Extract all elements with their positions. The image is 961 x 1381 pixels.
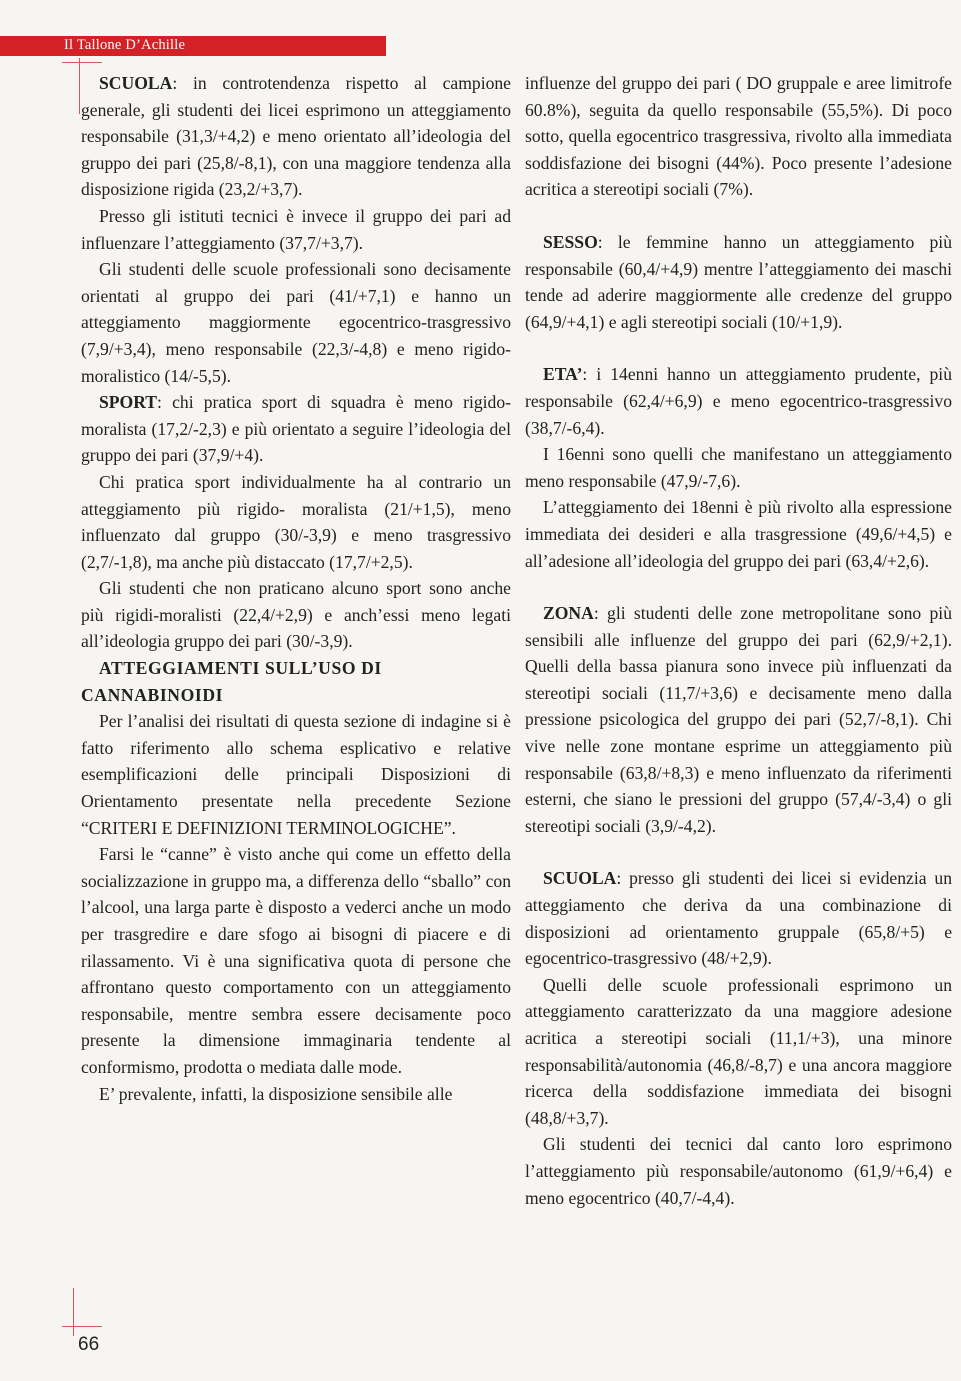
paragraph: L’atteggiamento dei 18enni è più rivolto alla espressione immediata dei desideri e alla trasgressione (49,6/+4,5) e all’adesione all’ideologia del gruppo dei pari (63,4/+2,6). xyxy=(525,497,952,571)
paragraph xyxy=(525,865,952,971)
running-header-title: Il Tallone D’Achille xyxy=(64,37,186,53)
section-heading: ATTEGGIAMENTI SULL’USO DI CANNABINOIDI xyxy=(81,658,382,705)
crop-mark-top-vertical xyxy=(79,58,80,114)
paragraph xyxy=(525,600,952,839)
paragraph-text: : gli studenti delle zone metropolitane sono più sensibili alle influenze del gruppo dei pari (62,9/+2,1). Quelli della bassa pianura sono invece più influenzati da stereotipi sociali (11,7/+3,6) e decisamente meno dalla pressione psicologica del gruppo dei pari (52,7/-8,1). Chi vive nelle zone montane esprime un atteggiamento più responsabile (63,8/+8,3) e meno influenzato da riferimenti esterni, che siano le pressioni del gruppo (57,4/-3,4) o gli stereotipi sociali (3,9/-4,2). xyxy=(525,603,952,836)
paragraph-text: : chi pratica sport di squadra è meno rigido-moralista (17,2/-2,3) e più orientato a seguire l’ideologia del gruppo dei pari (37,9/+4). xyxy=(81,392,511,466)
paragraph-text: : in controtendenza rispetto al campione generale, gli studenti dei licei esprimono un atteggiamento responsabile (31,3/+4,2) e meno orientato all’ideologia del gruppo dei pari (25,8/-8,1), con una maggiore tendenza alla disposizione rigida (23,2/+3,7). xyxy=(81,73,511,200)
crop-mark-bottom-vertical xyxy=(73,1288,74,1336)
paragraph: Gli studenti delle scuole professionali sono decisamente orientati al gruppo dei pari (41/+7,1) e hanno un atteggiamento maggiormente egocentrico-trasgressivo (7,9/+3,4), meno responsabile (22,3/-4,8) e meno rigido-moralistico (14/-5,5). xyxy=(81,259,511,386)
topic-label: SESSO xyxy=(543,231,598,252)
topic-label: SPORT xyxy=(99,392,158,413)
paragraph: Quelli delle scuole professionali esprimono un atteggiamento caratterizzato da una maggiore adesione acritica a stereotipi sociali (11,1/+3), una minore responsabilità/autonomia (46,8/-8,7) e una ancora maggiore ricerca della soddisfazione immediata dei bisogni (48,8/+3,7). xyxy=(525,974,952,1128)
paragraph: Farsi le “canne” è visto anche qui come un effetto della socializzazione in gruppo ma, a differenza dello “sballo” con l’alcool, una larga parte è disposto a vederci anche un modo per trasgredire e dare sfogo ai bisogni di piacere e di rilassamento. Vi è una significativa quota di persone che affrontano questo comportamento con un atteggiamento responsabile, mentre sembra essere decisamente poco presente la dimensione immaginaria tendente al conformismo, prodotta o mediata dalle mode. xyxy=(81,844,511,1077)
paragraph: Presso gli istituti tecnici è invece il gruppo dei pari ad influenzare l’atteggiamento (37,7/+3,7). xyxy=(81,205,511,253)
left-column xyxy=(81,70,511,1107)
paragraph: I 16enni sono quelli che manifestano un atteggiamento meno responsabile (47,9/-7,6). xyxy=(525,444,952,491)
paragraph-text: : presso gli studenti dei licei si evidenzia un atteggiamento che deriva da una combinazione di disposizioni ad orientamento gruppale (65,8/+5) e egocentrico-trasgressivo (48/+2,9). xyxy=(525,868,952,969)
paragraph xyxy=(81,389,511,469)
paragraph: Gli studenti che non praticano alcuno sport sono anche più rigidi-moralisti (22,4/+2,9) e anch’essi meno legati all’ideologia gruppo dei pari (30/-3,9). xyxy=(81,578,511,652)
paragraph xyxy=(525,229,952,335)
crop-mark-top-horizontal xyxy=(62,62,102,63)
paragraph: Gli studenti dei tecnici dal canto loro esprimono l’atteggiamento più responsabile/autonomo (61,9/+6,4) e meno egocentrico (40,7/-4,4). xyxy=(525,1134,952,1208)
topic-label: ETA’ xyxy=(543,364,583,385)
paragraph-text: : le femmine hanno un atteggiamento più responsabile (60,4/+4,9) mentre l’atteggiamento dei maschi tende ad aderire maggiormente alle credenze del gruppo (64,9/+4,1) e agli stereotipi sociali (10/+1,9). xyxy=(525,231,952,332)
right-column xyxy=(525,70,952,1211)
paragraph: E’ prevalente, infatti, la disposizione sensibile alle xyxy=(99,1083,453,1104)
topic-label: SCUOLA xyxy=(543,868,617,889)
paragraph xyxy=(525,361,952,441)
paragraph xyxy=(81,70,511,203)
topic-label: SCUOLA xyxy=(99,73,173,93)
topic-label: ZONA xyxy=(543,603,594,624)
paragraph-text: : i 14enni hanno un atteggiamento prudente, più responsabile (62,4/+6,9) e meno egocentrico-trasgressivo (38,7/-6,4). xyxy=(525,364,952,438)
paragraph: Per l’analisi dei risultati di questa sezione di indagine si è fatto riferimento allo schema esplicativo e relative esemplificazioni delle principali Disposizioni di Orientamento presentate nella precedente Sezione “CRITERI E DEFINIZIONI TERMINOLOGICHE”. xyxy=(81,711,511,838)
paragraph: influenze del gruppo dei pari ( DO gruppale e aree limitrofe 60.8%), seguita da quello responsabile (55,5%). Di poco sotto, quella egocentrico trasgressiva, rivolto alla immediata soddisfazione dei bisogni (44%). Poco presente l’adesione acritica a stereotipi sociali (7%). xyxy=(525,73,952,200)
crop-mark-bottom-horizontal xyxy=(62,1326,102,1327)
paragraph: Chi pratica sport individualmente ha al contrario un atteggiamento più rigido- moralista (21/+1,5), meno influenzato dal gruppo (30/-3,9) e meno trasgressivo (2,7/-1,8), ma anche più distaccato (17,7/+2,5). xyxy=(81,471,511,572)
running-header-bar xyxy=(0,36,386,56)
page-number: 66 xyxy=(78,1334,100,1355)
